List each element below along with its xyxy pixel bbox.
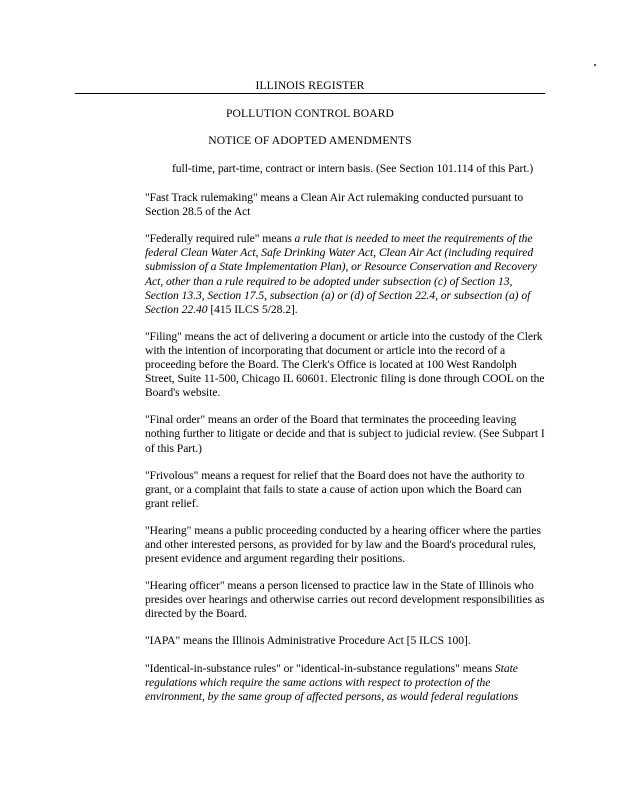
definition-hearing: "Hearing" means a public proceeding conducted by a hearing officer where the parties and other interested persons, as provided for by law and the Board's procedural rules, present evidence and argument regarding their positions. — [145, 523, 541, 566]
document-body — [145, 162, 545, 717]
definition-hearing-officer: "Hearing officer" means a person licensed to practice law in the State of Illinois who presides over hearings and otherwise carries out record development responsibilities as directed by the Board. — [145, 579, 545, 621]
notice-header: NOTICE OF ADOPTED AMENDMENTS — [208, 134, 412, 147]
definition-identical-in-substance-rules — [145, 662, 545, 704]
statutory-quote: State regulations which require the same actions with respect to protection of the environment, by the same group of affected persons, as would federal regulations — [145, 661, 519, 703]
statutory-quote: a rule that is needed to meet the requirements of the federal Clean Water Act, Safe Drinking Water Act, Clean Air Act (including required submission of a State Implementation Plan), or Resource Conservation and Recovery Act, other than a rule required to be adopted under subsection (c) of Section 13, Section 13.3, Section 17.5, subsection (a) or (d) of Section 22.4, or subsection (a) of Section 22.40 — [145, 232, 537, 316]
definition-fast-track-rulemaking: "Fast Track rulemaking" means a Clean Air Act rulemaking conducted pursuant to Section 28.5 of the Act — [145, 191, 524, 219]
definition-filing: "Filing" means the act of delivering a document or article into the custody of the Clerk with the intention of incorporating that document or article into the record of a proceeding before the Board. The Clerk's Office is located at 100 West Randolph Street, Suite 11-500, Chicago IL 60601. Electronic filing is done through COOL on the Board's website. — [145, 329, 545, 400]
continued-paragraph: full-time, part-time, contract or intern basis. (See Section 101.114 of this Part.) — [172, 162, 534, 175]
definition-iapa: "IAPA" means the Illinois Administrative Procedure Act [5 ILCS 100]. — [145, 634, 471, 648]
register-header: ILLINOIS REGISTER — [75, 79, 545, 94]
board-header: POLLUTION CONTROL BOARD — [225, 107, 395, 120]
definition-final-order: "Final order" means an order of the Board that terminates the proceeding leaving nothing further to litigate or decide and that is subject to judicial review. (See Subpart I of this Part.) — [145, 413, 545, 455]
scan-speck — [594, 64, 596, 66]
definition-federally-required-rule — [145, 232, 545, 317]
definition-term: "Federally required rule" means — [145, 232, 295, 246]
definition-term: "Identical-in-substance rules" or "identical-in-substance regulations" means — [145, 661, 495, 675]
citation: [415 ILCS 5/28.2]. — [207, 302, 298, 316]
definition-frivolous: "Frivolous" means a request for relief that the Board does not have the authority to grant, or a complaint that fails to state a cause of action upon which the Board can grant relief. — [145, 468, 525, 510]
